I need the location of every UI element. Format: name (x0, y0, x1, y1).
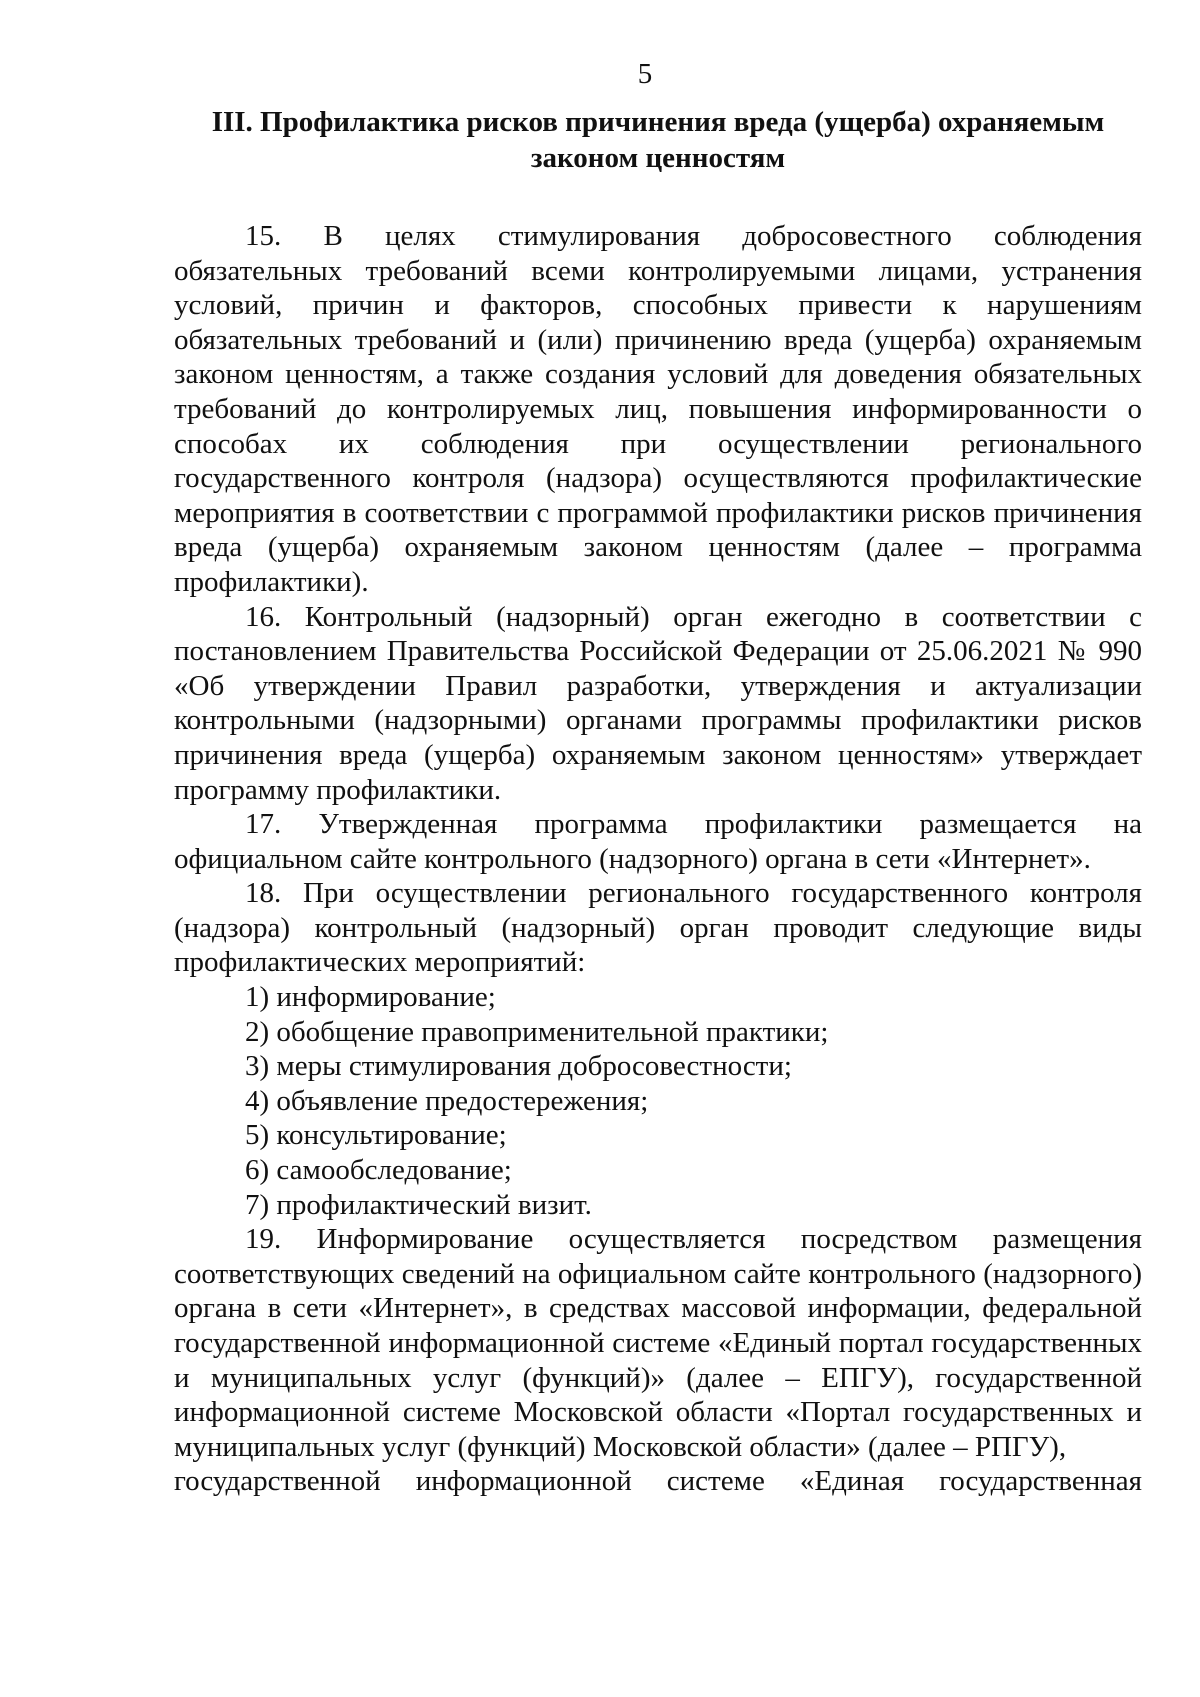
section-title-line-1: III. Профилактика рисков причинения вреда (ущерба) охраняемым (211, 106, 1105, 138)
paragraph-19-continuation: государственной информационной системе «Единая государственная (174, 1465, 1142, 1498)
paragraph-17: 17. Утвержденная программа профилактики размещается на официальном сайте контрольного (надзорного) органа в сети «Интернет». (174, 808, 1142, 875)
list-item: 4) объявление предостережения; (245, 1084, 649, 1117)
list-item: 1) информирование; (245, 981, 496, 1014)
list-item: 3) меры стимулирования добросовестности; (245, 1050, 792, 1083)
paragraph-19: 19. Информирование осуществляется посредством размещения соответствующих сведений на официальном сайте контрольного (надзорного) органа в сети «Интернет», в средствах массовой информации, федеральной государственной информационной системе «Единый портал государственных и муниципальных услуг (функций)» (далее – ЕПГУ), государственной информационной системе Московской области «Портал государственных и муниципальных услуг (функций) Московской области» (далее – РПГУ), (174, 1223, 1142, 1463)
section-title (174, 104, 1142, 176)
list-item: 7) профилактический визит. (245, 1188, 592, 1221)
paragraph-18: 18. При осуществлении регионального государственного контроля (надзора) контрольный (надзорный) орган проводит следующие виды профилактических мероприятий: (174, 877, 1142, 979)
page-number: 5 (637, 58, 653, 90)
paragraph-15: 15. В целях стимулирования добросовестного соблюдения обязательных требований всеми контролируемыми лицами, устранения условий, причин и факторов, способных привести к нарушениям обязательных требований и (или) причинению вреда (ущерба) охраняемым законом ценностям, а также создания условий для доведения обязательных требований до контролируемых лиц, повышения информированности о способах их соблюдения при осуществлении регионального государственного контроля (надзора) осуществляются профилактические мероприятия в соответствии с программой профилактики рисков причинения вреда (ущерба) охраняемым законом ценностям (далее – программа профилактики). (174, 220, 1142, 598)
document-page (174, 56, 1142, 1499)
list-item: 6) самообследование; (245, 1154, 512, 1187)
paragraph-16: 16. Контрольный (надзорный) орган ежегодно в соответствии с постановлением Правительства Российской Федерации от 25.06.2021 № 990 «Об утверждении Правил разработки, утверждения и актуализации контрольными (надзорными) органами программы профилактики рисков причинения вреда (ущерба) охраняемым законом ценностям» утверждает программу профилактики. (174, 600, 1142, 806)
list-item: 2) обобщение правоприменительной практики; (245, 1015, 829, 1048)
section-title-line-2: законом ценностям (530, 142, 786, 174)
list-item: 5) консультирование; (245, 1119, 507, 1152)
prevention-measures-list (174, 980, 1142, 1222)
